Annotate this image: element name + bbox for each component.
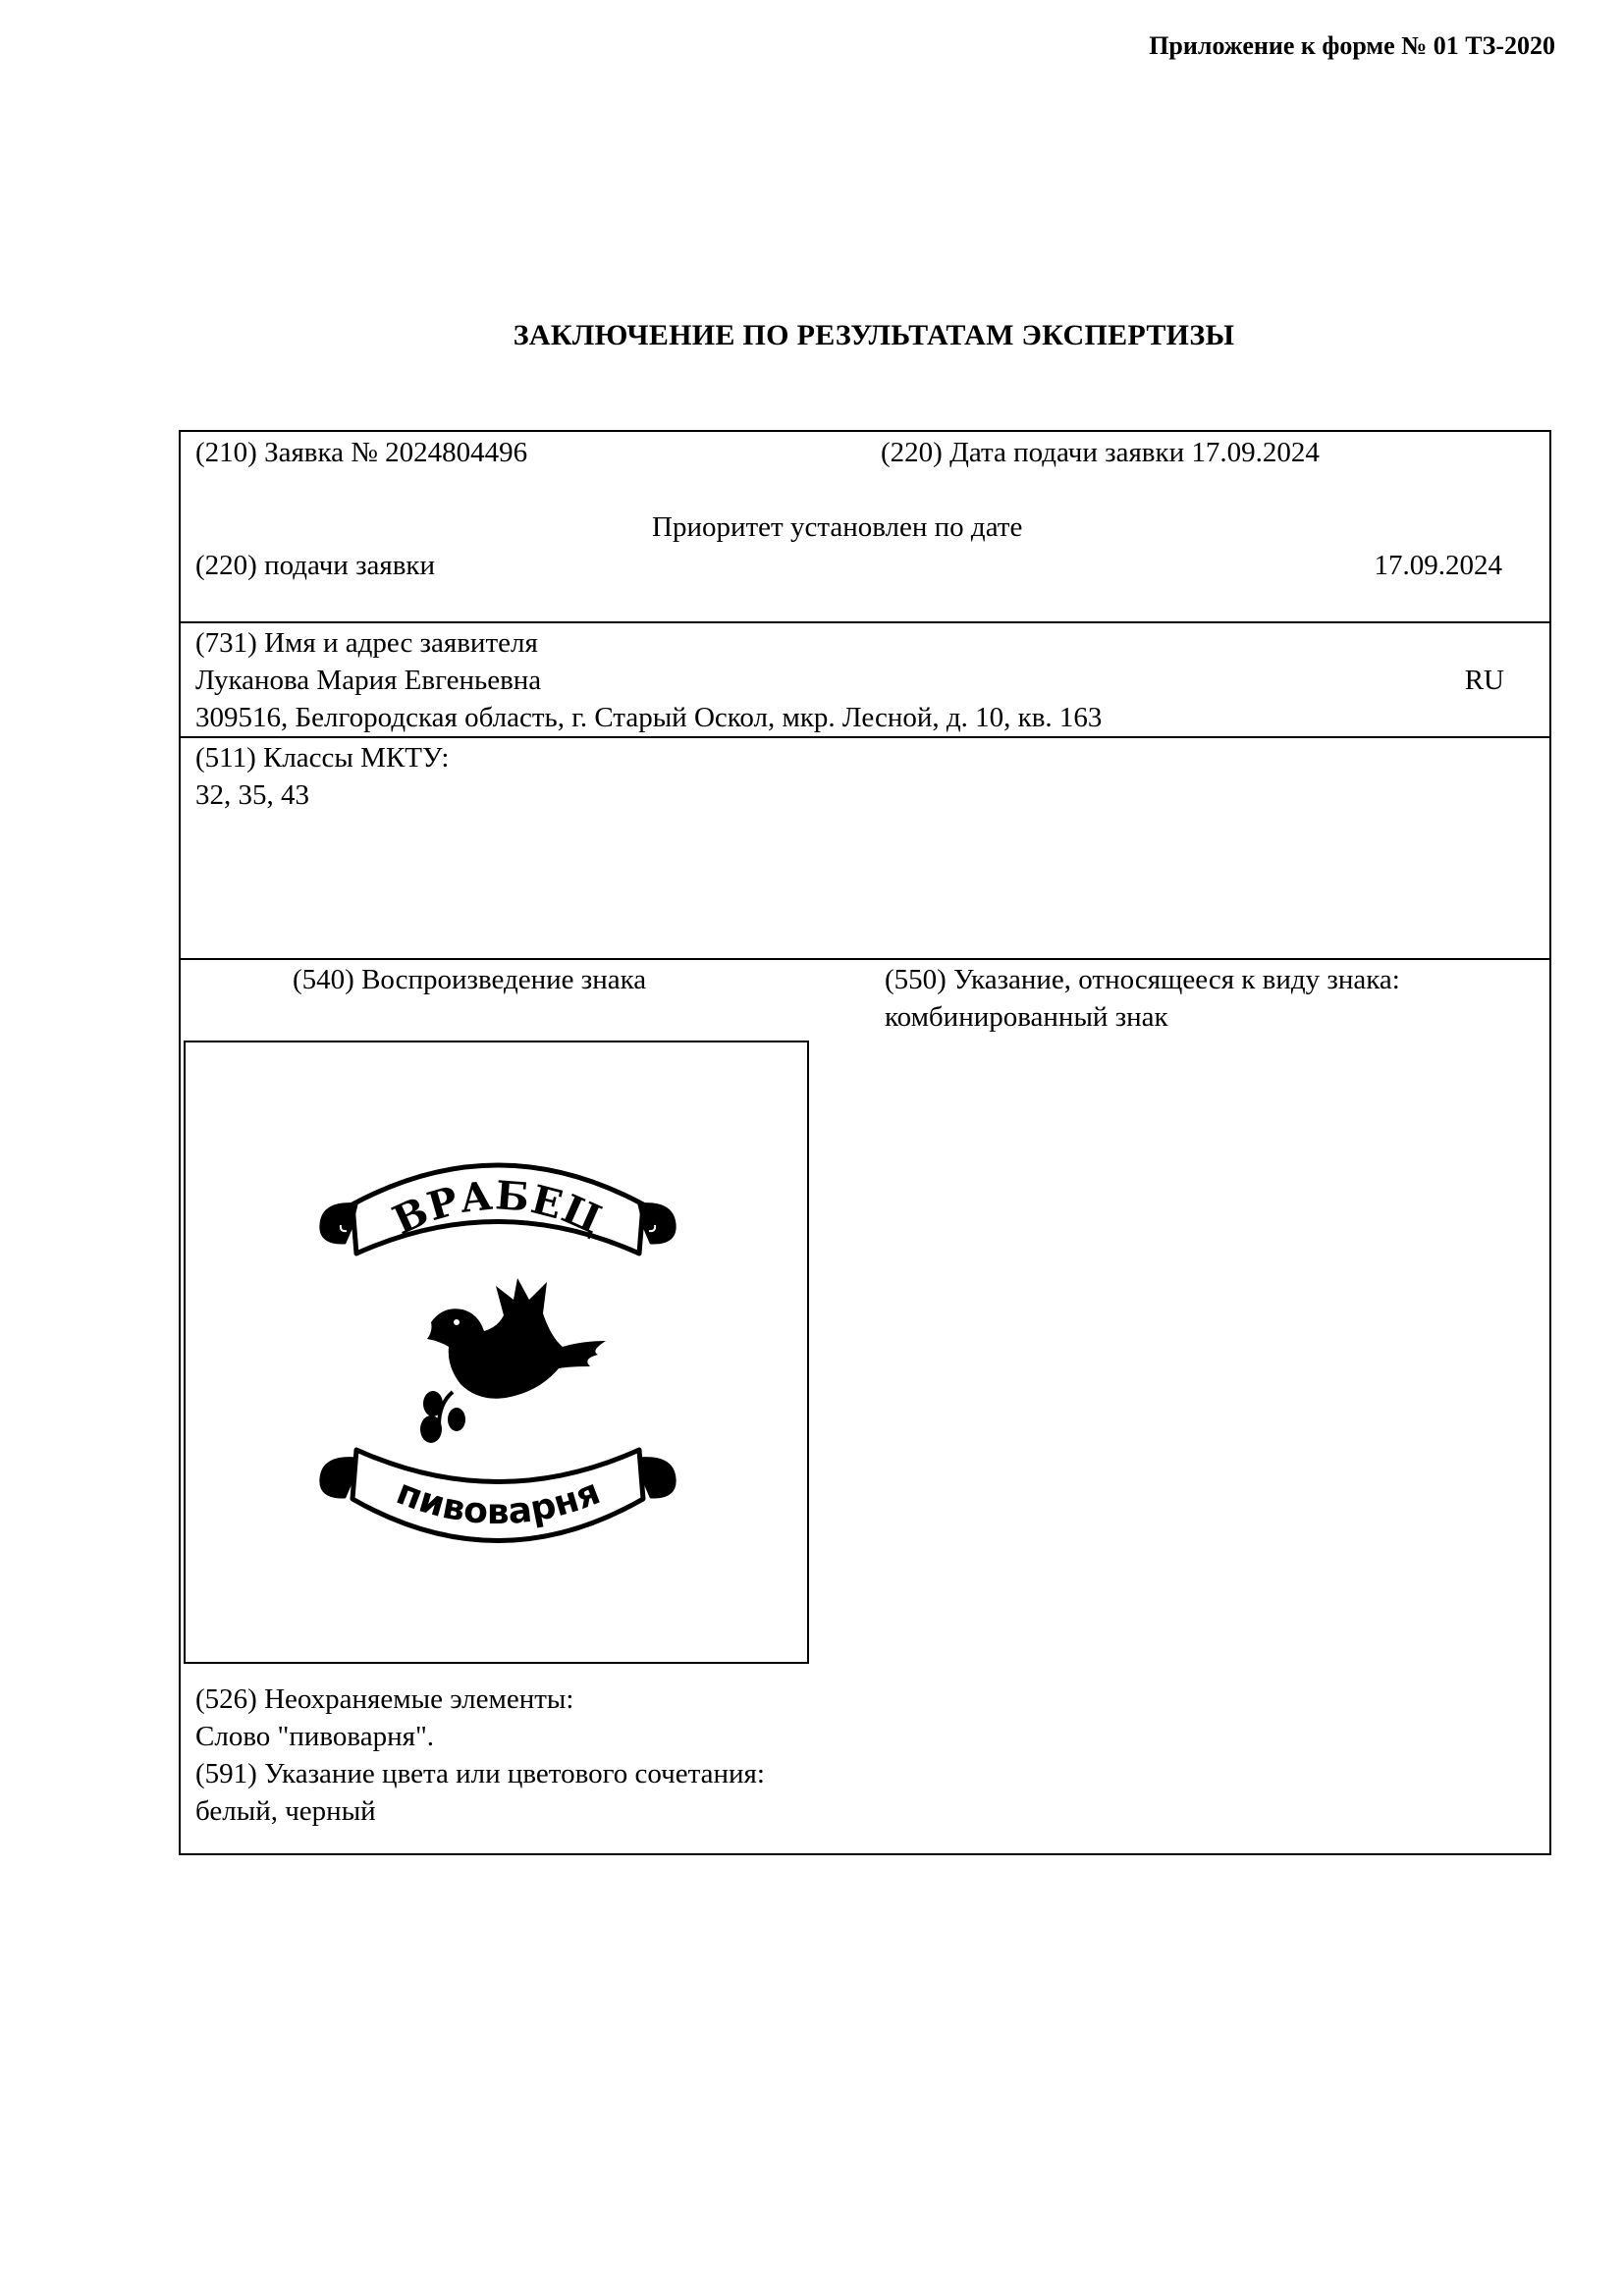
application-number: (210) Заявка № 2024804496 [195,437,528,468]
applicant-country: RU [1464,665,1504,696]
priority-date: 17.09.2024 [1374,550,1502,581]
logo-top-word: ВРАБЕЦ [386,1172,610,1245]
priority-basis: (220) подачи заявки [195,550,436,581]
color-value: белый, черный [195,1795,376,1827]
unprotected-value: Слово "пивоварня". [195,1721,435,1752]
appendix-note: Приложение к форме № 01 ТЗ-2020 [1149,31,1555,60]
examination-form-table [179,430,1551,1855]
classes-label: (511) Классы МКТУ: [195,742,450,774]
priority-label: Приоритет установлен по дате [652,511,1023,543]
classes-values: 32, 35, 43 [195,779,309,811]
section-divider [181,958,1549,960]
mark-kind-label: (550) Указание, относящееся к виду знака: [885,964,1400,995]
filing-date: (220) Дата подачи заявки 17.09.2024 [881,437,1320,468]
section-divider [181,621,1549,623]
mark-reproduction-label: (540) Воспроизведение знака [293,964,647,995]
mark-kind-value: комбинированный знак [885,1001,1168,1033]
mark-image-frame [184,1041,809,1664]
color-label: (591) Указание цвета или цветового сочетания: [195,1758,765,1789]
applicant-name: Луканова Мария Евгеньевна [195,665,542,696]
logo-bottom-word: пивоварня [391,1471,606,1533]
unprotected-label: (526) Неохраняемые элементы: [195,1683,574,1715]
applicant-address: 309516, Белгородская область, г. Старый Оскол, мкр. Лесной, д. 10, кв. 163 [195,702,1103,733]
sparrow-brewery-logo [186,1042,807,1662]
applicant-label: (731) Имя и адрес заявителя [195,627,538,659]
document-title: ЗАКЛЮЧЕНИЕ ПО РЕЗУЛЬТАТАМ ЭКСПЕРТИЗЫ [513,319,1235,351]
section-divider [181,736,1549,738]
sparrow-icon [420,1278,606,1443]
